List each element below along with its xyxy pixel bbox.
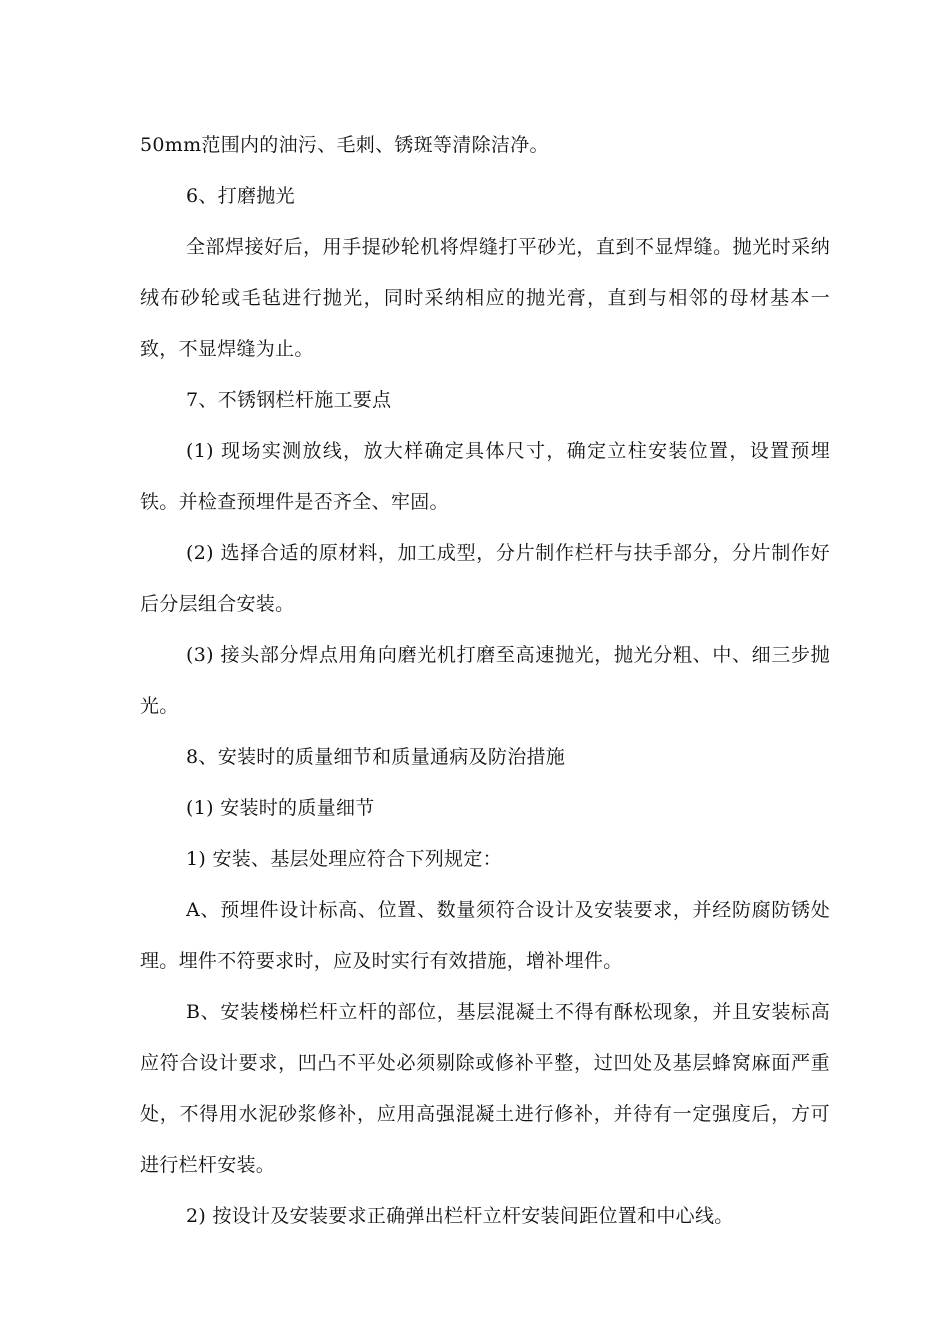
- paragraph-rule-b: B、安装楼梯栏杆立杆的部位，基层混凝土不得有酥松现象，并且安装标高应符合设计要求，凹凸不平处必须剔除或修补平整，过凹处及基层蜂窝麻面严重处，不得用水泥砂浆修补，应用高强混凝土进行修补，并待有一定强度后，方可进行栏杆安装。: [140, 1001, 830, 1176]
- paragraph-rule-a: A、预埋件设计标高、位置、数量须符合设计及安装要求，并经防腐防锈处理。埋件不符要求时，应及时实行有效措施，增补埋件。: [140, 899, 830, 972]
- heading-quality: 8、安装时的质量细节和质量通病及防治措施: [186, 746, 566, 768]
- paragraph-rule-1: 1) 安装、基层处理应符合下列规定：: [186, 848, 502, 870]
- paragraph-point-2: (2) 选择合适的原材料，加工成型，分片制作栏杆与扶手部分，分片制作好后分层组合安装。: [140, 542, 830, 615]
- paragraph-rule-2: 2) 按设计及安装要求正确弹出栏杆立杆安装间距位置和中心线。: [186, 1205, 734, 1227]
- heading-polishing: 6、打磨抛光: [186, 185, 295, 207]
- subheading-quality-details: (1) 安装时的质量细节: [186, 797, 375, 819]
- paragraph-polishing: 全部焊接好后，用手提砂轮机将焊缝打平砂光，直到不显焊缝。抛光时采纳绒布砂轮或毛毡进行抛光，同时采纳相应的抛光膏，直到与相邻的母材基本一致，不显焊缝为止。: [140, 236, 830, 360]
- paragraph-point-1: (1) 现场实测放线，放大样确定具体尺寸，确定立柱安装位置，设置预埋铁。并检查预埋件是否齐全、牢固。: [140, 440, 830, 513]
- paragraph-continuation: 50mm范围内的油污、毛刺、锈斑等清除洁净。: [140, 134, 549, 156]
- document-body: [140, 120, 830, 1242]
- heading-railing-points: 7、不锈钢栏杆施工要点: [186, 389, 392, 411]
- paragraph-point-3: (3) 接头部分焊点用角向磨光机打磨至高速抛光，抛光分粗、中、细三步抛光。: [140, 644, 830, 717]
